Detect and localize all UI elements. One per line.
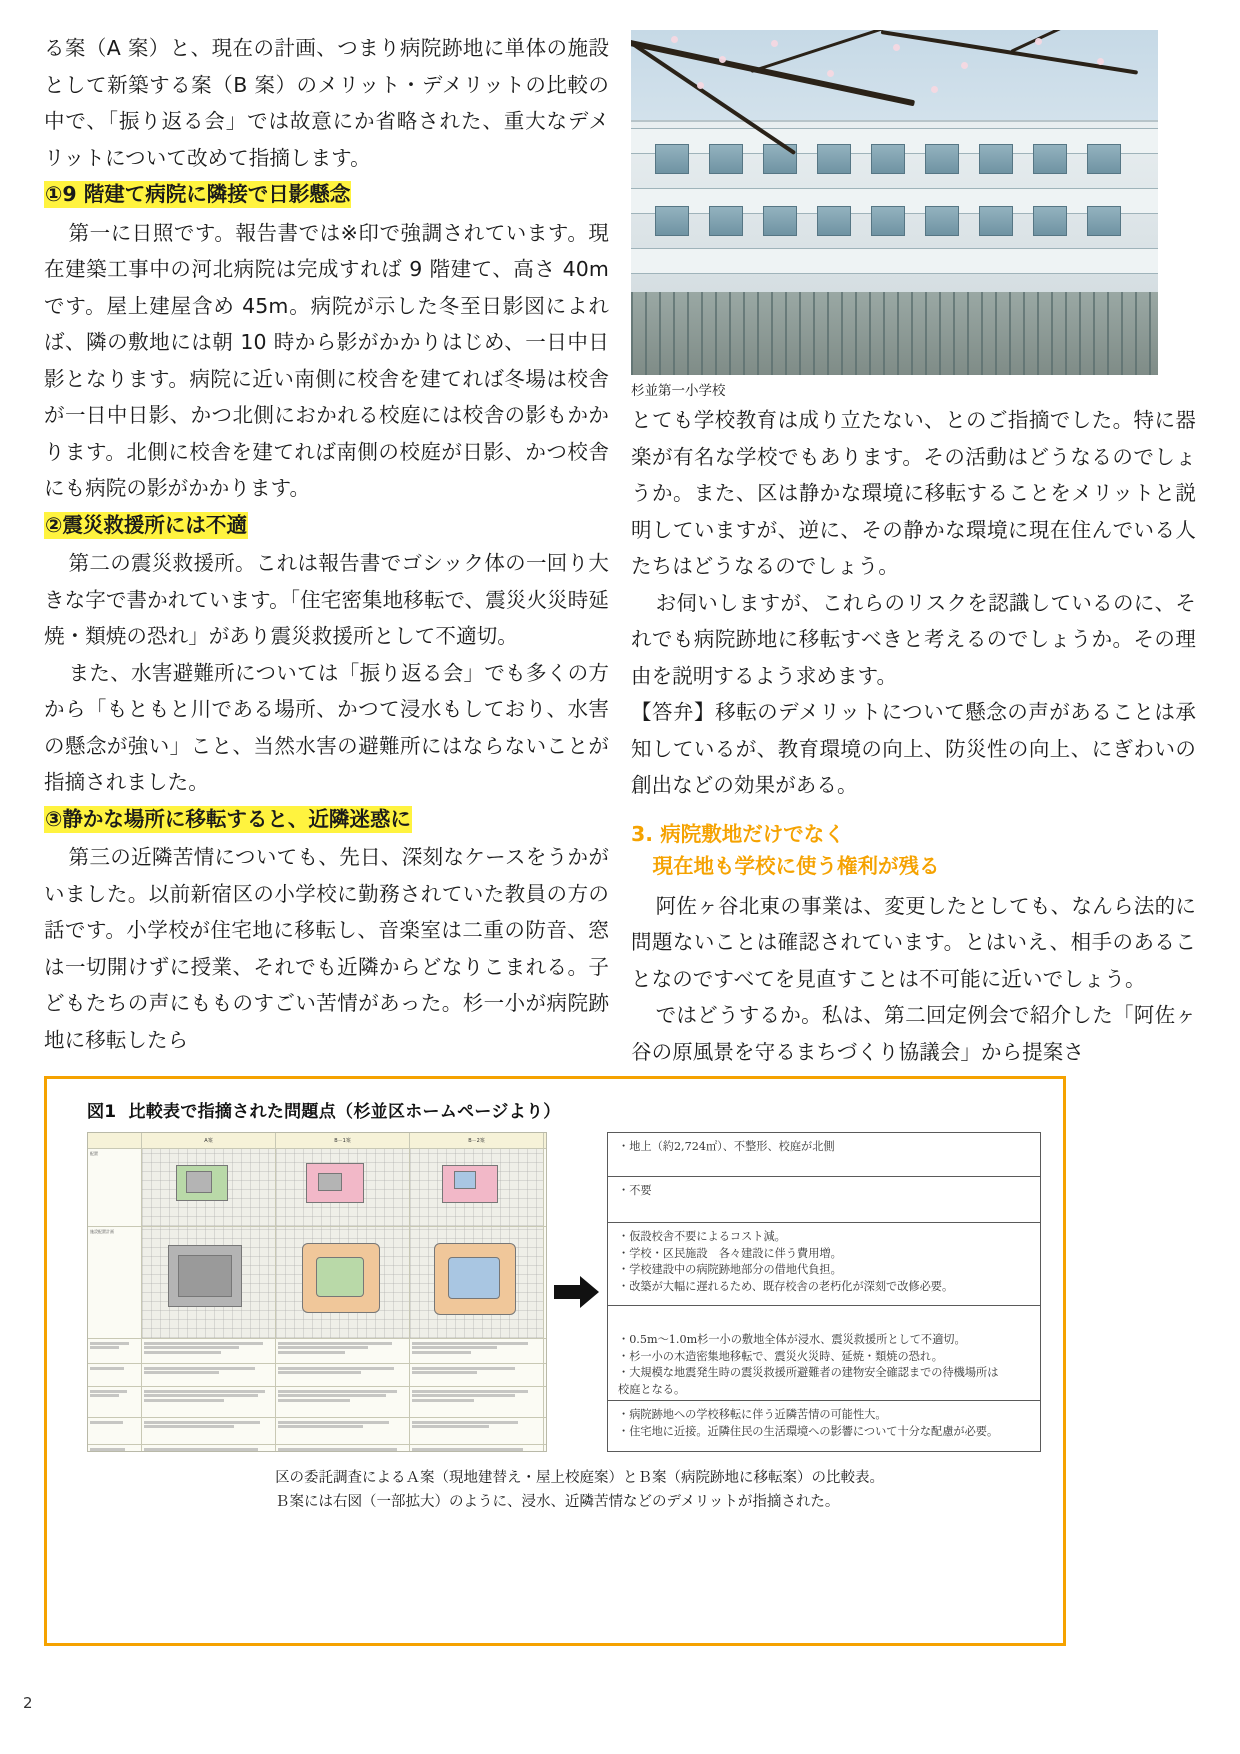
section-heading-3-line2: 現在地も学校に使う権利が残る: [652, 853, 940, 878]
left-heading-3-text: ③静かな場所に移転すると、近隣迷惑に: [45, 806, 411, 831]
left-heading-1: [44, 176, 609, 215]
right-paragraph-2: お伺いしますが、これらのリスクを認識しているのに、それでも病院跡地に移転すべきと考えるのでしょうか。その理由を説明するよう求めます。: [631, 590, 1196, 688]
thumbnail-text-row-5: [88, 1445, 546, 1452]
callout-row-neighborhood: [608, 1401, 1040, 1451]
figure-label: 図1: [87, 1102, 117, 1122]
thumbnail-header-row: A案 B－1案 B－2案: [88, 1133, 546, 1149]
right-paragraph-4: 阿佐ヶ谷北東の事業は、変更したとしても、なんら法的に問題ないことは確認されています。とはいえ、相手のあることなのですべてを見直すことは不可能に近いでしょう。: [631, 893, 1196, 991]
thumbnail-plan-row: 施設配置計画: [88, 1227, 546, 1339]
photo-block: [631, 30, 1158, 402]
callout-row-temp-school: [608, 1177, 1040, 1224]
thumbnail-text-row-2: [88, 1364, 546, 1387]
comparison-table-thumbnail: [87, 1132, 547, 1452]
figure-caption-line-1: 区の委託調査によるＡ案（現地建替え・屋上校庭案）とＢ案（病院跡地に移転案）の比較表。: [275, 1470, 884, 1486]
left-paragraph-2: 第一に日照です。報告書では※印で強調されています。現在建築工事中の河北病院は完成すれば 9 階建て、高さ 40m です。屋上建屋含め 45m。病院が示した冬至日影図によれば、隣の敷地には朝 10 時から影がかかりはじめ、一日中日影となります。病院に近い南側に校舎を建てれば冬場は校舎が一日中日影、かつ北側におかれる校庭には校舎の影もかかります。北側に校舎を建てれば南側の校庭が日影、かつ校舎にも病院の影がかかります。: [44, 220, 609, 500]
figure-title-text: 比較表で指摘された問題点（杉並区ホームページより）: [128, 1102, 561, 1122]
figure-title: [87, 1097, 1041, 1122]
left-heading-2-text: ②震災救援所には不適: [45, 512, 247, 537]
school-photo: [631, 30, 1158, 375]
right-paragraph-1: とても学校教育は成り立たない、とのご指摘でした。特に器楽が有名な学校でもあります。その活動はどうなるのでしょうか。また、区は静かな環境に移転することをメリットと説明していますが、逆に、その静かな環境に現在住んでいる人たちはどうなるのでしょう。: [631, 408, 1196, 578]
left-heading-2: [44, 507, 609, 546]
thumbnail-text-row-1: [88, 1339, 546, 1364]
photo-fence: [631, 292, 1158, 375]
left-paragraph-3: 第二の震災救援所。これは報告書でゴシック体の一回り大きな字で書かれています。「住宅密集地移転で、震災火災時延焼・類焼の恐れ」があり震災救援所として不適切。: [44, 551, 609, 648]
callout-line: ・不要: [618, 1183, 652, 1197]
photo-building: [631, 120, 1158, 293]
callout-line: ・病院跡地への学校移転に伴う近隣苦情の可能性大。: [618, 1408, 887, 1422]
callout-line: ・住宅地に近接。近隣住民の生活環境への影響について十分な配慮が必要。: [618, 1424, 999, 1438]
left-paragraph-1: る案（A 案）と、現在の計画、つまり病院跡地に単体の施設として新築する案（B 案）のメリット・デメリットの比較の中で、「振り返る会」では故意にか省略された、重大なデメリットについて改めて指摘します。: [44, 36, 609, 170]
callout-panel: [607, 1132, 1041, 1452]
photo-caption: 杉並第一小学校: [631, 383, 726, 399]
right-arrow-icon: [547, 1275, 607, 1309]
thumbnail-text-row-3: [88, 1387, 546, 1418]
callout-line: 校庭となる。: [618, 1382, 686, 1396]
callout-line: ・仮設校舎不要によるコスト減。: [618, 1230, 786, 1244]
page-number: 2: [23, 1694, 33, 1712]
callout-row-cost: [608, 1223, 1040, 1306]
right-paragraph-3: 【答弁】移転のデメリットについて懸念の声があることは承知しているが、教育環境の向上、防災性の向上、にぎわいの創出などの効果がある。: [631, 700, 1196, 797]
figure-caption: [275, 1466, 1041, 1514]
callout-line: ・学校建設中の病院跡地部分の借地代負担。: [618, 1263, 842, 1277]
callout-line: ・大規模な地震発生時の震災救援所避難者の建物安全確認までの待機場所は: [618, 1366, 999, 1380]
right-paragraph-5: ではどうするか。私は、第二回定例会で紹介した「阿佐ヶ谷の原風景を守るまちづくり協議会」から提案さ: [631, 1003, 1196, 1064]
figure-content: [87, 1132, 1041, 1452]
callout-line: ・0.5m〜1.0m杉一小の敷地全体が浸水、震災救援所として不適切。: [618, 1333, 966, 1347]
thumbnail-map-row: 配置: [88, 1149, 546, 1227]
callout-line: ・学校・区民施設 各々建設に伴う費用増。: [618, 1246, 842, 1260]
left-heading-1-text: ①9 階建て病院に隣接で日影懸念: [45, 182, 351, 206]
left-heading-3: [44, 801, 609, 840]
left-paragraph-5: 第三の近隣苦情についても、先日、深刻なケースをうかがいました。以前新宿区の小学校に勤務されていた教員の方の話です。小学校が住宅地に移転し、音楽室は二重の防音、窓は一切開けずに授業、それでも近隣からどなりこまれる。子どもたちの声にもものすごい苦情があった。杉一小が病院跡地に移転したら: [44, 845, 609, 1052]
two-column-body: [44, 30, 1196, 1064]
callout-row-disaster: [608, 1306, 1040, 1401]
section-heading-3: [631, 818, 1196, 882]
callout-line: ・改築が大幅に遅れるため、既存校舎の老朽化が深刻で改修必要。: [618, 1279, 954, 1293]
figure-box-frame: [44, 1076, 1066, 1646]
left-column: [44, 30, 609, 1050]
figure-caption-line-2: Ｂ案には右図（一部拡大）のように、浸水、近隣苦情などのデメリットが指摘された。: [275, 1494, 840, 1510]
figure-box: [44, 1076, 1066, 1510]
callout-line: ・杉一小の木造密集地移転で、震災火災時、延焼・類焼の恐れ。: [618, 1349, 943, 1363]
section-heading-3-line1: 3. 病院敷地だけでなく: [631, 821, 845, 846]
callout-row-site: [608, 1133, 1040, 1177]
callout-line: ・地上（約2,724㎡）、不整形、校庭が北側: [618, 1140, 835, 1153]
right-column: [631, 30, 1196, 1064]
thumbnail-text-row-4: [88, 1418, 546, 1445]
left-paragraph-4: また、水害避難所については「振り返る会」でも多くの方から「もともと川である場所、かつて浸水もしており、水害の懸念が強い」こと、当然水害の避難所にはならないことが指摘されました。: [44, 660, 609, 794]
